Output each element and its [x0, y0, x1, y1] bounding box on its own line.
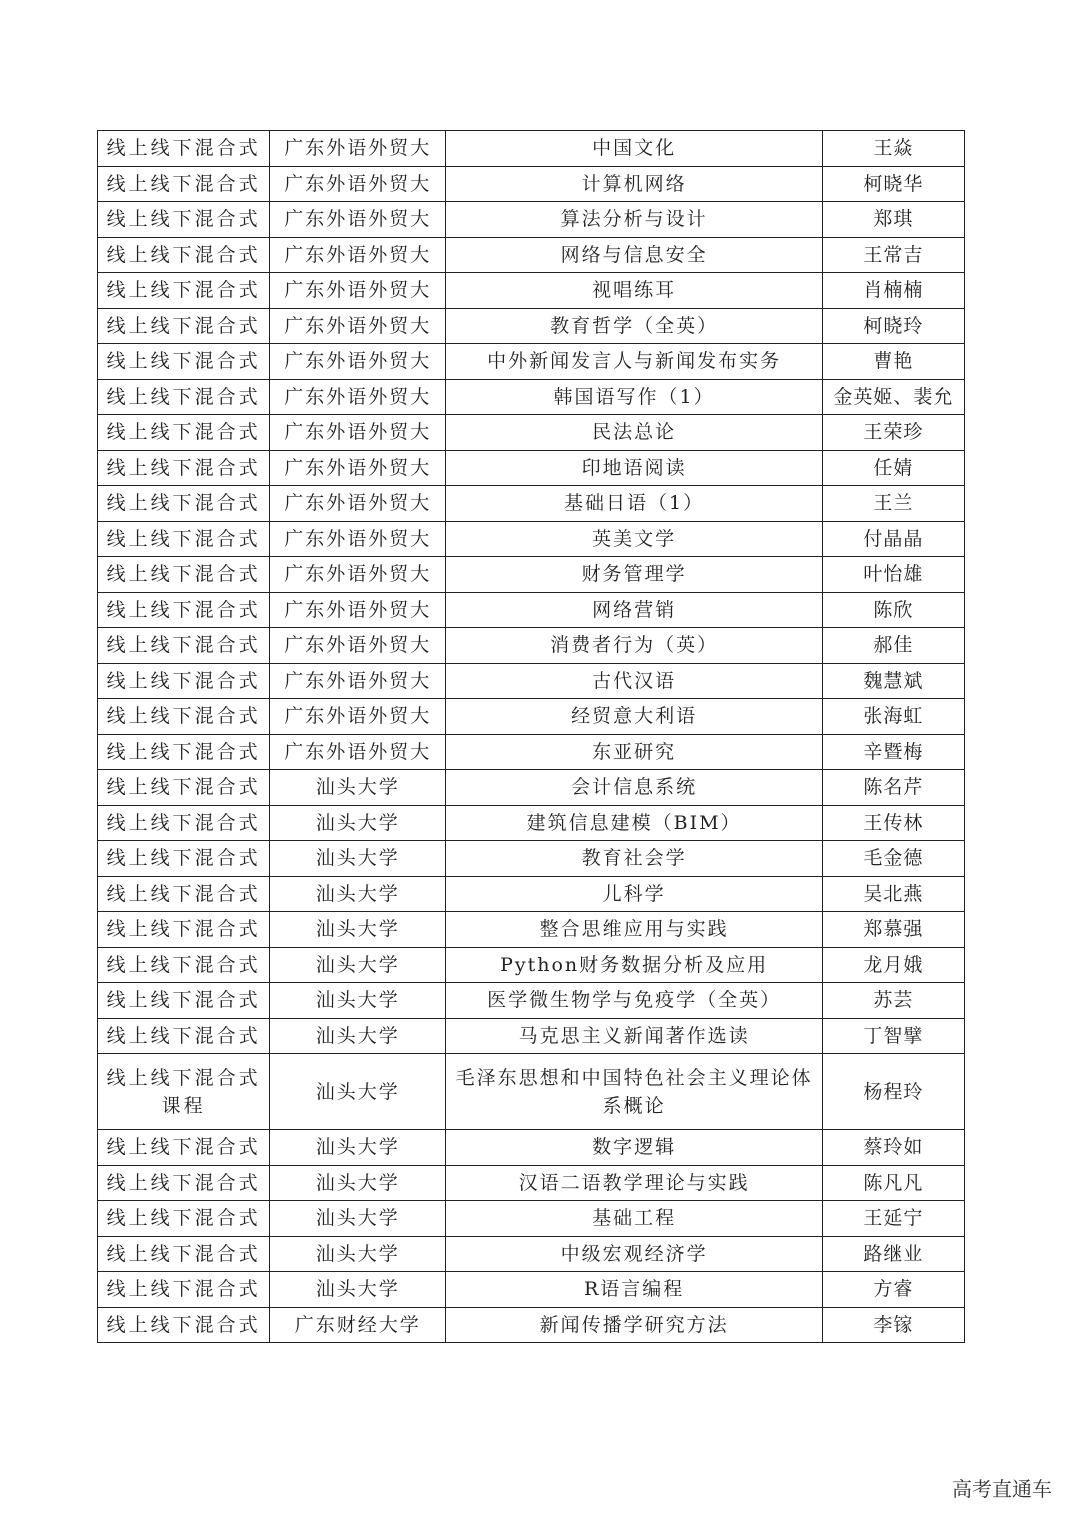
- university-cell: 广东外语外贸大: [270, 237, 446, 273]
- course-name-cell: 基础工程: [446, 1201, 822, 1237]
- teacher-cell: 陈名芹: [822, 770, 964, 806]
- university-cell: 广东外语外贸大: [270, 663, 446, 699]
- course-name-cell: 东亚研究: [446, 734, 822, 770]
- course-name-cell: 建筑信息建模（BIM）: [446, 805, 822, 841]
- course-type-cell: 线上线下混合式: [98, 521, 270, 557]
- course-name-cell: 马克思主义新闻著作选读: [446, 1018, 822, 1054]
- teacher-cell: 王焱: [822, 131, 964, 167]
- teacher-cell: 金英姬、裴允: [822, 379, 964, 415]
- course-name-cell: 网络与信息安全: [446, 237, 822, 273]
- course-type-cell: 线上线下混合式: [98, 415, 270, 451]
- course-type-cell: 线上线下混合式: [98, 202, 270, 238]
- table-row: [98, 237, 965, 273]
- course-name-cell: 英美文学: [446, 521, 822, 557]
- teacher-cell: 郑琪: [822, 202, 964, 238]
- teacher-cell: 王传林: [822, 805, 964, 841]
- university-cell: 汕头大学: [270, 1054, 446, 1130]
- table-row: [98, 557, 965, 593]
- course-type-cell: 线上线下混合式: [98, 1201, 270, 1237]
- table-row: [98, 841, 965, 877]
- table-row: [98, 983, 965, 1019]
- university-cell: 广东外语外贸大: [270, 521, 446, 557]
- university-cell: 汕头大学: [270, 805, 446, 841]
- teacher-cell: 王延宁: [822, 1201, 964, 1237]
- teacher-cell: 吴北燕: [822, 876, 964, 912]
- course-type-cell: 线上线下混合式: [98, 592, 270, 628]
- table-row: [98, 663, 965, 699]
- course-type-cell: 线上线下混合式: [98, 841, 270, 877]
- table-row: [98, 415, 965, 451]
- teacher-cell: 陈欣: [822, 592, 964, 628]
- university-cell: 广东外语外贸大: [270, 628, 446, 664]
- table-row: [98, 344, 965, 380]
- teacher-cell: 杨程玲: [822, 1054, 964, 1130]
- university-cell: 广东外语外贸大: [270, 379, 446, 415]
- table-row: [98, 699, 965, 735]
- teacher-cell: 蔡玲如: [822, 1130, 964, 1166]
- teacher-cell: 路继业: [822, 1236, 964, 1272]
- course-type-cell: 线上线下混合式: [98, 983, 270, 1019]
- course-type-cell: 线上线下混合式: [98, 1307, 270, 1343]
- teacher-cell: 叶怡雄: [822, 557, 964, 593]
- university-cell: 广东外语外贸大: [270, 415, 446, 451]
- table-row: [98, 805, 965, 841]
- course-type-cell: 线上线下混合式: [98, 273, 270, 309]
- course-name-cell: 会计信息系统: [446, 770, 822, 806]
- course-name-cell: 古代汉语: [446, 663, 822, 699]
- course-type-cell: 线上线下混合式: [98, 308, 270, 344]
- course-name-cell: 教育社会学: [446, 841, 822, 877]
- course-name-cell: 基础日语（1）: [446, 486, 822, 522]
- teacher-cell: 王常吉: [822, 237, 964, 273]
- table-row: [98, 770, 965, 806]
- table-row: [98, 912, 965, 948]
- university-cell: 广东外语外贸大: [270, 450, 446, 486]
- course-type-cell: 线上线下混合式: [98, 699, 270, 735]
- university-cell: 汕头大学: [270, 876, 446, 912]
- table-row: [98, 166, 965, 202]
- course-table: [97, 130, 965, 1343]
- teacher-cell: 柯晓玲: [822, 308, 964, 344]
- table-row: [98, 734, 965, 770]
- table-row: [98, 131, 965, 167]
- teacher-cell: 陈凡凡: [822, 1165, 964, 1201]
- teacher-cell: 张海虹: [822, 699, 964, 735]
- university-cell: 广东外语外贸大: [270, 308, 446, 344]
- course-type-cell: 线上线下混合式: [98, 947, 270, 983]
- teacher-cell: 肖楠楠: [822, 273, 964, 309]
- university-cell: 汕头大学: [270, 770, 446, 806]
- course-name-cell: R语言编程: [446, 1272, 822, 1308]
- university-cell: 广东外语外贸大: [270, 699, 446, 735]
- teacher-cell: 丁智擘: [822, 1018, 964, 1054]
- course-type-cell: 线上线下混合式: [98, 663, 270, 699]
- university-cell: 汕头大学: [270, 983, 446, 1019]
- table-row: [98, 486, 965, 522]
- teacher-cell: 郑慕强: [822, 912, 964, 948]
- course-name-cell: 毛泽东思想和中国特色社会主义理论体系概论: [446, 1054, 822, 1130]
- university-cell: 广东外语外贸大: [270, 202, 446, 238]
- university-cell: 广东外语外贸大: [270, 557, 446, 593]
- course-type-cell: 线上线下混合式: [98, 734, 270, 770]
- table-row: [98, 876, 965, 912]
- teacher-cell: 任婧: [822, 450, 964, 486]
- course-name-cell: 医学微生物学与免疫学（全英）: [446, 983, 822, 1019]
- table-row: [98, 1054, 965, 1130]
- university-cell: 广东外语外贸大: [270, 734, 446, 770]
- course-type-cell: 线上线下混合式: [98, 557, 270, 593]
- university-cell: 汕头大学: [270, 1018, 446, 1054]
- course-name-cell: 韩国语写作（1）: [446, 379, 822, 415]
- course-type-cell: 线上线下混合式课程: [98, 1054, 270, 1130]
- teacher-cell: 毛金德: [822, 841, 964, 877]
- university-cell: 广东外语外贸大: [270, 273, 446, 309]
- teacher-cell: 付晶晶: [822, 521, 964, 557]
- teacher-cell: 魏慧斌: [822, 663, 964, 699]
- table-row: [98, 1272, 965, 1308]
- course-name-cell: 儿科学: [446, 876, 822, 912]
- teacher-cell: 龙月娥: [822, 947, 964, 983]
- course-type-cell: 线上线下混合式: [98, 912, 270, 948]
- university-cell: 汕头大学: [270, 841, 446, 877]
- table-row: [98, 1201, 965, 1237]
- course-type-cell: 线上线下混合式: [98, 166, 270, 202]
- course-name-cell: 网络营销: [446, 592, 822, 628]
- course-name-cell: 民法总论: [446, 415, 822, 451]
- teacher-cell: 王兰: [822, 486, 964, 522]
- university-cell: 广东外语外贸大: [270, 592, 446, 628]
- course-type-cell: 线上线下混合式: [98, 379, 270, 415]
- course-name-cell: 汉语二语教学理论与实践: [446, 1165, 822, 1201]
- university-cell: 汕头大学: [270, 1130, 446, 1166]
- university-cell: 汕头大学: [270, 1272, 446, 1308]
- table-row: [98, 1018, 965, 1054]
- teacher-cell: 柯晓华: [822, 166, 964, 202]
- course-name-cell: 中国文化: [446, 131, 822, 167]
- table-row: [98, 450, 965, 486]
- course-name-cell: Python财务数据分析及应用: [446, 947, 822, 983]
- course-name-cell: 新闻传播学研究方法: [446, 1307, 822, 1343]
- teacher-cell: 曹艳: [822, 344, 964, 380]
- course-name-cell: 消费者行为（英）: [446, 628, 822, 664]
- university-cell: 汕头大学: [270, 947, 446, 983]
- teacher-cell: 辛暨梅: [822, 734, 964, 770]
- course-type-cell: 线上线下混合式: [98, 1130, 270, 1166]
- university-cell: 汕头大学: [270, 1236, 446, 1272]
- teacher-cell: 王荣珍: [822, 415, 964, 451]
- table-row: [98, 1307, 965, 1343]
- university-cell: 广东外语外贸大: [270, 486, 446, 522]
- course-type-cell: 线上线下混合式: [98, 344, 270, 380]
- course-type-cell: 线上线下混合式: [98, 805, 270, 841]
- course-name-cell: 数字逻辑: [446, 1130, 822, 1166]
- table-row: [98, 202, 965, 238]
- course-type-cell: 线上线下混合式: [98, 1236, 270, 1272]
- course-type-cell: 线上线下混合式: [98, 770, 270, 806]
- watermark: 高考直通车: [952, 1477, 1052, 1501]
- table-row: [98, 308, 965, 344]
- course-name-cell: 教育哲学（全英）: [446, 308, 822, 344]
- teacher-cell: 郝佳: [822, 628, 964, 664]
- university-cell: 广东财经大学: [270, 1307, 446, 1343]
- course-name-cell: 视唱练耳: [446, 273, 822, 309]
- university-cell: 广东外语外贸大: [270, 131, 446, 167]
- table-row: [98, 1130, 965, 1166]
- university-cell: 汕头大学: [270, 1165, 446, 1201]
- table-row: [98, 1236, 965, 1272]
- course-type-cell: 线上线下混合式: [98, 450, 270, 486]
- course-name-cell: 中级宏观经济学: [446, 1236, 822, 1272]
- course-type-cell: 线上线下混合式: [98, 237, 270, 273]
- course-name-cell: 财务管理学: [446, 557, 822, 593]
- course-name-cell: 算法分析与设计: [446, 202, 822, 238]
- course-type-cell: 线上线下混合式: [98, 486, 270, 522]
- course-type-cell: 线上线下混合式: [98, 1272, 270, 1308]
- course-type-cell: 线上线下混合式: [98, 131, 270, 167]
- course-type-cell: 线上线下混合式: [98, 876, 270, 912]
- course-name-cell: 计算机网络: [446, 166, 822, 202]
- teacher-cell: 苏芸: [822, 983, 964, 1019]
- table-row: [98, 628, 965, 664]
- table-row: [98, 521, 965, 557]
- course-name-cell: 中外新闻发言人与新闻发布实务: [446, 344, 822, 380]
- table-row: [98, 379, 965, 415]
- course-name-cell: 经贸意大利语: [446, 699, 822, 735]
- teacher-cell: 李镓: [822, 1307, 964, 1343]
- course-name-cell: 整合思维应用与实践: [446, 912, 822, 948]
- teacher-cell: 方睿: [822, 1272, 964, 1308]
- university-cell: 汕头大学: [270, 1201, 446, 1237]
- table-row: [98, 1165, 965, 1201]
- university-cell: 广东外语外贸大: [270, 344, 446, 380]
- course-name-cell: 印地语阅读: [446, 450, 822, 486]
- university-cell: 广东外语外贸大: [270, 166, 446, 202]
- course-type-cell: 线上线下混合式: [98, 1018, 270, 1054]
- course-type-cell: 线上线下混合式: [98, 1165, 270, 1201]
- university-cell: 汕头大学: [270, 912, 446, 948]
- table-row: [98, 273, 965, 309]
- table-row: [98, 947, 965, 983]
- course-type-cell: 线上线下混合式: [98, 628, 270, 664]
- table-row: [98, 592, 965, 628]
